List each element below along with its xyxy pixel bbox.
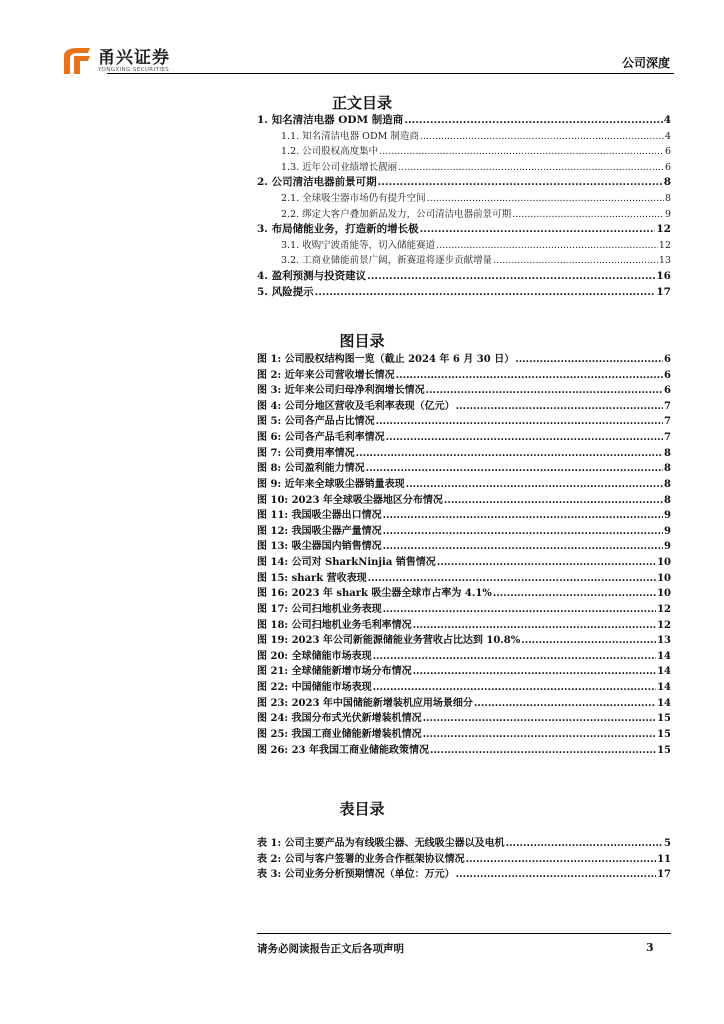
- figure-entry-label: 图 20: 全球储能市场表现: [257, 650, 372, 662]
- leader-dots: [515, 354, 663, 365]
- figure-entry[interactable]: [257, 678, 671, 693]
- figure-entry-page: 8: [664, 478, 671, 490]
- figure-entry-label: 图 25: 我国工商业储能新增装机情况: [257, 728, 422, 740]
- toc-section-entry-label: 2.2. 绑定大客户叠加新品发力，公司清洁电器前景可期: [281, 208, 512, 220]
- page-header: [60, 44, 672, 76]
- figure-entry-page: 9: [664, 541, 671, 553]
- figure-entry-page: 14: [657, 666, 671, 678]
- leader-dots: [373, 682, 657, 693]
- toc-section-entry-page: 13: [658, 255, 671, 267]
- figure-entry[interactable]: [257, 662, 671, 677]
- figure-entry-label: 图 18: 公司扫地机业务毛利率情况: [257, 619, 412, 631]
- leader-dots: [456, 869, 656, 880]
- figure-entry-label: 图 8: 公司盈利能力情况: [257, 463, 365, 475]
- toc-chapter-entry-page: 8: [663, 176, 671, 189]
- footer-divider: [257, 933, 671, 934]
- disclaimer-note: 请务必阅读报告正文后各项声明: [257, 943, 404, 955]
- leader-dots: [427, 193, 664, 204]
- toc-section-entry-page: 6: [664, 146, 671, 158]
- figure-entry-page: 14: [657, 697, 671, 709]
- figure-entry-page: 14: [657, 650, 671, 662]
- figure-entry-page: 6: [664, 385, 671, 397]
- figure-entry-label: 图 14: 公司对 SharkNinjia 销售情况: [257, 557, 436, 569]
- toc-section-entry-label: 3.2. 工商业储能前景广阔，新赛道将逐步贡献增量: [281, 255, 493, 267]
- leader-dots: [420, 131, 664, 142]
- header-divider: [107, 73, 674, 74]
- toc-section-entry[interactable]: [281, 190, 671, 206]
- report-type-label: 公司深度: [621, 56, 670, 70]
- figure-entry[interactable]: [257, 397, 671, 412]
- leader-dots: [379, 146, 664, 157]
- toc-chapter-entry-page: 4: [663, 114, 671, 126]
- leader-dots: [376, 416, 663, 427]
- leader-dots: [413, 666, 657, 677]
- toc-chapter-entry-label: 4. 盈利预测与投资建议: [257, 270, 367, 282]
- toc-chapter-entry-page: 12: [656, 223, 671, 236]
- toc-chapter-entry-label: 2. 公司清洁电器前景可期: [257, 176, 377, 189]
- leader-dots: [426, 385, 663, 396]
- figure-entry-page: 12: [657, 619, 671, 631]
- leader-dots: [420, 223, 656, 235]
- toc-section-entry-page: 4: [664, 130, 671, 142]
- figure-entry-label: 图 13: 吸尘器国内销售情况: [257, 541, 382, 553]
- figure-entry[interactable]: [257, 475, 671, 490]
- figure-entry[interactable]: [257, 444, 671, 459]
- toc-section-entry[interactable]: [281, 237, 671, 253]
- figure-entry-label: 图 26: 23 年我国工商业储能政策情况: [257, 744, 429, 756]
- leader-dots: [396, 370, 663, 381]
- table-entry-page: 5: [664, 838, 671, 849]
- figure-entry-page: 6: [664, 354, 671, 365]
- leader-dots: [368, 573, 656, 584]
- figure-entry-label: 图 23: 2023 年中国储能新增装机应用场景细分: [257, 697, 473, 709]
- figure-entry-page: 15: [657, 728, 671, 740]
- table-entry-label: 表 1: 公司主要产品为有线吸尘器、无线吸尘器以及电机: [257, 838, 505, 849]
- figure-entry-label: 图 19: 2023 年公司新能源储能业务营收占比达到 10.8%: [257, 635, 521, 647]
- figure-entry[interactable]: [257, 459, 671, 474]
- logo-mark-icon: [60, 46, 94, 76]
- company-logo: [60, 46, 170, 76]
- figure-entry-page: 15: [657, 713, 671, 725]
- figure-entry-page: 9: [664, 510, 671, 522]
- figure-entry-label: 图 17: 公司扫地机业务表现: [257, 603, 382, 615]
- figure-entry-label: 图 10: 2023 年全球吸尘器地区分布情况: [257, 494, 443, 506]
- figure-entry-page: 7: [664, 432, 671, 444]
- toc-chapter-entry[interactable]: [257, 112, 671, 128]
- figure-entry-page: 10: [657, 588, 671, 600]
- toc-section-entry-label: 2.1. 全球吸尘器市场仍有提升空间: [281, 193, 426, 204]
- toc-section-entry-label: 3.1. 收购宁波甬能等，切入储能赛道: [281, 239, 436, 251]
- toc-chapter-entry[interactable]: [257, 284, 671, 300]
- figure-entry[interactable]: [257, 709, 671, 724]
- leader-dots: [378, 176, 663, 188]
- figure-entry[interactable]: [257, 506, 671, 521]
- toc-chapter-entry[interactable]: [257, 174, 671, 190]
- figure-entry[interactable]: [257, 584, 671, 599]
- figure-entry[interactable]: [257, 350, 671, 365]
- leader-dots: [406, 479, 663, 490]
- figure-entry[interactable]: [257, 647, 671, 662]
- toc-section-entry[interactable]: [281, 159, 671, 175]
- figure-entry-label: 图 3: 近年来公司归母净利润增长情况: [257, 385, 425, 397]
- logo-english-text: YONGXING SECURITIES: [98, 66, 170, 73]
- toc-section-entry-label: 1.2. 公司股权高度集中: [281, 146, 379, 158]
- figure-entry-label: 图 5: 公司各产品占比情况: [257, 416, 375, 428]
- toc-section-entry-page: 8: [664, 193, 671, 204]
- figure-entry-page: 7: [664, 400, 671, 412]
- leader-dots: [315, 286, 656, 298]
- figure-entry-page: 8: [664, 494, 671, 506]
- leader-dots: [367, 270, 655, 282]
- leader-dots: [512, 209, 664, 220]
- leader-dots: [386, 432, 663, 443]
- figure-entry-page: 12: [657, 603, 671, 615]
- figure-entry-label: 图 22: 中国储能市场表现: [257, 682, 372, 694]
- figure-entry-page: 13: [657, 635, 671, 647]
- table-entry-label: 表 2: 公司与客户签署的业务合作框架协议情况: [257, 853, 465, 865]
- leader-dots: [466, 854, 656, 865]
- leader-dots: [383, 510, 663, 521]
- table-entry[interactable]: [257, 865, 671, 880]
- figure-entry-label: 图 15: shark 营收表现: [257, 572, 367, 584]
- figure-entry-label: 图 9: 近年来全球吸尘器销量表现: [257, 478, 405, 490]
- page-number: 3: [646, 941, 654, 954]
- figure-entry-label: 图 2: 近年来公司营收增长情况: [257, 369, 395, 381]
- toc-section-entry[interactable]: [281, 206, 671, 222]
- leader-dots: [437, 557, 656, 568]
- figure-entry-label: 图 21: 全球储能新增市场分布情况: [257, 666, 412, 678]
- figure-entry-page: 8: [664, 463, 671, 475]
- figure-entry[interactable]: [257, 631, 671, 646]
- figure-entry[interactable]: [257, 381, 671, 396]
- figure-entry-label: 图 24: 我国分布式光伏新增装机情况: [257, 713, 422, 725]
- figure-entry-page: 6: [664, 369, 671, 381]
- toc-chapter-entry-label: 1. 知名清洁电器 ODM 制造商: [257, 114, 404, 126]
- figure-entry[interactable]: [257, 741, 671, 756]
- figures-title: 图目录: [339, 332, 385, 350]
- toc-section-entry[interactable]: [281, 143, 671, 159]
- figure-entry[interactable]: [257, 725, 671, 740]
- leader-dots: [373, 651, 657, 662]
- figure-entry-label: 图 11: 我国吸尘器出口情况: [257, 510, 382, 522]
- toc-section-entry[interactable]: [281, 128, 671, 144]
- figure-entry-label: 图 6: 公司各产品毛利率情况: [257, 432, 385, 444]
- toc-chapter-entry-label: 5. 风险提示: [257, 285, 314, 298]
- logo-chinese-text: 甬兴证券: [98, 47, 170, 68]
- leader-dots: [398, 162, 664, 173]
- figure-entry-label: 图 7: 公司费用率情况: [257, 447, 355, 459]
- toc-section-entry-label: 1.1. 知名清洁电器 ODM 制造商: [281, 130, 419, 142]
- tables-title: 表目录: [339, 800, 385, 818]
- figure-entry-page: 14: [657, 682, 671, 694]
- toc-title: 正文目录: [331, 94, 392, 112]
- figure-entry[interactable]: [257, 537, 671, 552]
- toc-section-entry-page: 9: [664, 208, 671, 220]
- toc-section-entry-page: 6: [664, 161, 671, 173]
- figure-entry-label: 图 4: 公司分地区营收及毛利率表现（亿元）: [257, 400, 455, 412]
- figure-entry[interactable]: [257, 491, 671, 506]
- leader-dots: [383, 604, 657, 615]
- table-entry[interactable]: [257, 850, 671, 865]
- figure-entry[interactable]: [257, 428, 671, 443]
- toc-chapter-entry-page: 17: [656, 285, 671, 298]
- leader-dots: [423, 729, 657, 740]
- leader-dots: [383, 526, 663, 537]
- leader-dots: [436, 240, 658, 251]
- table-entry-page: 11: [657, 853, 671, 865]
- toc-chapter-entry[interactable]: [257, 268, 671, 284]
- figure-entry[interactable]: [257, 694, 671, 709]
- figure-entry-label: 图 12: 我国吸尘器产量情况: [257, 525, 382, 537]
- toc-section-entry[interactable]: [281, 252, 671, 268]
- figure-entry[interactable]: [257, 366, 671, 381]
- table-entry-page: 17: [657, 869, 671, 881]
- toc-section-entry-label: 1.3. 近年公司业绩增长靓丽: [281, 161, 398, 173]
- figure-entry-page: 9: [664, 525, 671, 537]
- figure-entry[interactable]: [257, 522, 671, 537]
- toc-section-entry-page: 12: [658, 239, 671, 251]
- toc-chapter-entry[interactable]: [257, 221, 671, 237]
- leader-dots: [383, 541, 663, 552]
- toc-chapter-entry-label: 3. 布局储能业务，打造新的增长极: [257, 223, 419, 236]
- figure-entry-page: 7: [664, 416, 671, 428]
- leader-dots: [456, 401, 663, 412]
- leader-dots: [413, 620, 657, 631]
- figure-entry-page: 15: [657, 744, 671, 756]
- figure-entry-page: 10: [657, 572, 671, 584]
- leader-dots: [430, 745, 656, 756]
- leader-dots: [493, 588, 656, 599]
- leader-dots: [356, 448, 663, 459]
- leader-dots: [521, 635, 656, 646]
- figure-entry[interactable]: [257, 600, 671, 615]
- toc-chapter-entry-page: 16: [656, 270, 671, 282]
- table-entry-label: 表 3: 公司业务分析预期情况（单位：万元）: [257, 869, 455, 881]
- leader-dots: [493, 255, 658, 266]
- figure-entry-page: 10: [657, 557, 671, 569]
- figure-entry[interactable]: [257, 553, 671, 568]
- table-entry[interactable]: [257, 834, 671, 849]
- figure-entry-page: 8: [664, 447, 671, 459]
- leader-dots: [444, 495, 663, 506]
- leader-dots: [474, 698, 656, 709]
- leader-dots: [423, 713, 657, 724]
- leader-dots: [506, 838, 663, 849]
- figure-entry[interactable]: [257, 569, 671, 584]
- figure-entry-label: 图 1: 公司股权结构图一览（截止 2024 年 6 月 30 日）: [257, 354, 515, 365]
- figure-entry-label: 图 16: 2023 年 shark 吸尘器全球市占率为 4.1%: [257, 588, 492, 600]
- figure-entry[interactable]: [257, 412, 671, 427]
- figure-entry[interactable]: [257, 616, 671, 631]
- leader-dots: [366, 463, 663, 474]
- leader-dots: [404, 114, 662, 126]
